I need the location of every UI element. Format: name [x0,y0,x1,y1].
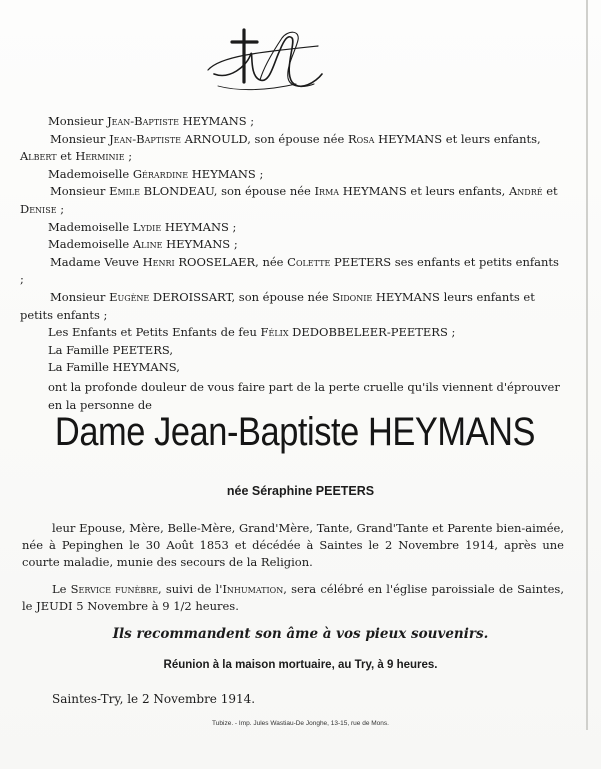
first-name: Albert [20,149,57,164]
family-entry [20,324,564,342]
text-run: Mademoiselle [48,219,133,234]
text-run: ; [124,149,133,164]
family-entry [20,254,564,289]
family-list [20,113,564,414]
reunion-line: Réunion à la maison mortuaire, au Try, à 9 heures. [163,659,438,671]
family-entry [20,166,564,184]
text-run: , sera célébré en l'église paroissiale de Saintes, le JEUDI 5 Novembre à 9 1/2 heures. [22,582,564,613]
family-entry [20,236,564,254]
relationship-text: leur Epouse, Mère, Belle-Mère, Grand'Mère, Tante, Grand'Tante et Parente bien-aimée, née à Pepinghen le 30 Août 1853 et décédée à Saintes le 2 Novembre 1914, après une courte maladie, munie des secours de la Religion. [22,521,564,569]
first-name: Herminie [75,149,125,164]
text-run: Monsieur [48,114,108,128]
text-run: HEYMANS ; [162,237,238,252]
family-entry [20,113,564,131]
text-run: BLONDEAU, son épouse née [139,184,315,199]
relationship-paragraph [22,520,564,571]
text-run: Les Enfants et Petits Enfants de feu [48,325,261,340]
text-run: Madame Veuve [50,254,143,269]
family-entry [20,219,564,237]
text-run: Mademoiselle [48,237,133,252]
text-run: Monsieur [50,289,110,304]
first-name: Henri [142,254,175,269]
service-text [22,581,564,615]
first-name: Emile [109,184,140,199]
family-entry [20,342,564,360]
text-run: HEYMANS ; [178,114,255,128]
place-date-line: Saintes-Try, le 2 Novembre 1914. [52,692,256,706]
first-name: Aline [132,237,163,252]
first-name: Jean-Baptiste [107,114,179,128]
first-name: Inhumation [222,582,284,596]
text-run: DEDOBBELEER-PEETERS ; [288,325,456,340]
first-name: Eugène [109,289,150,304]
first-name: Jean-Baptiste [109,131,181,146]
text-run: La Famille HEYMANS, [48,360,180,375]
text-run: ARNOULD, son épouse née [180,131,348,146]
family-entry [20,289,564,324]
text-run: Monsieur [50,131,110,146]
text-run: Le [52,582,71,596]
first-name: Sidonie [332,289,373,304]
text-run: , suivi de l' [158,582,223,596]
text-run: Mademoiselle [48,166,133,181]
first-name: André [509,184,543,199]
recommendation-line: Ils recommandent son âme à vos pieux souvenirs. [112,626,489,642]
maiden-name: née Séraphine PEETERS [226,484,375,498]
family-entry [20,183,564,218]
printer-line: Tubize. - Imp. Jules Wastiau-De Jonghe, 13-15, rue de Mons. [212,720,389,727]
family-entry [20,131,564,166]
text-run: HEYMANS ; [161,219,237,234]
text-run: ROOSELAER, née [174,254,288,269]
first-name: Colette [287,254,331,269]
deceased-name: Dame Jean-Baptiste HEYMANS [54,410,536,454]
text-run: HEYMANS ; [188,166,264,181]
card-edge [586,0,588,730]
first-name: Rosa [347,131,375,146]
text-run: HEYMANS et leurs enfants, [374,131,541,146]
text-run: et [542,184,558,199]
first-name: Gérardine [132,166,189,181]
text-run: La Famille PEETERS, [48,342,173,357]
text-run: HEYMANS et leurs enfants, [339,184,509,199]
first-name: Service funèbre [70,582,159,596]
cross-monogram-emblem [200,26,340,98]
first-name: Lydie [132,219,162,234]
first-name: Irma [314,184,340,199]
text-run: ; [56,201,65,216]
first-name: Denise [20,201,57,216]
text-run: Monsieur [50,184,110,199]
service-paragraph [22,581,564,615]
text-run: DEROISSART, son épouse née [149,289,333,304]
text-run: et [56,149,76,164]
intro-text: ont la profonde douleur de vous faire part de la perte cruelle qu'ils viennent d'éprouver en la personne de [48,379,560,412]
text-run: HEYMANS leurs enfants et petits enfants ; [20,289,535,322]
family-entry [20,359,564,377]
text-run: PEETERS ses enfants et petits enfants ; [20,254,559,287]
first-name: Félix [260,325,289,340]
